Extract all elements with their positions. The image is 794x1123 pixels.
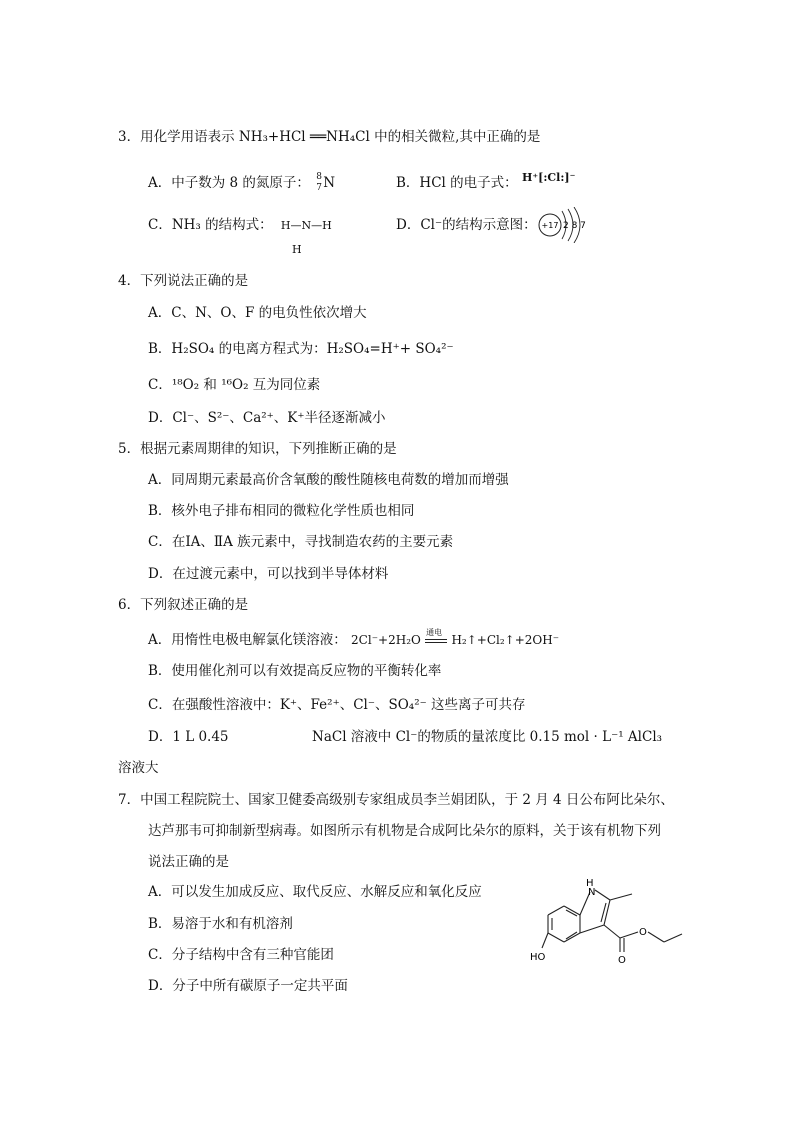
q6-option-b: B．使用催化剂可以有效提高反应物的平衡转化率 [148, 663, 442, 679]
nh3-structure-top: H—N—H [280, 219, 332, 232]
nitrogen-isotope-notation: 8 7 N [316, 172, 336, 193]
q5-option-d: D．在过渡元素中，可以找到半导体材料 [148, 566, 389, 582]
q3-stem: 3．用化学用语表示 NH₃+HCl ══NH₄Cl 中的相关微粒,其中正确的是 [118, 129, 541, 145]
q7-stem-line3: 说法正确的是 [148, 854, 229, 870]
mol-ester-o: O [639, 927, 647, 938]
q7-stem-line2: 达芦那韦可抑制新型病毒。如图所示有机物是合成阿比朵尔的原料，关于该有机物下列 [148, 823, 661, 839]
q6-stem: 6．下列叙述正确的是 [118, 597, 249, 613]
nh3-structure-bottom: H [292, 243, 302, 256]
mol-hydroxy: HO [530, 952, 546, 963]
q4-stem: 4．下列说法正确的是 [118, 273, 249, 289]
q3-option-b [396, 171, 576, 193]
q4-option-a: A．C、N、O、F 的电负性依次增大 [148, 305, 367, 321]
q7-option-d: D．分子中所有碳原子一定共平面 [148, 978, 348, 994]
q5-option-b: B．核外电子排布相同的微粒化学性质也相同 [148, 503, 415, 519]
q7-stem-line1: 7．中国工程院院士、国家卫健委高级别专家组成员李兰娟团队，于 2 月 4 日公布阿比朵尔、 [118, 792, 674, 808]
mol-carbonyl-o: O [618, 955, 626, 966]
q7-option-c: C．分子结构中含有三种官能团 [148, 947, 334, 963]
nucleus-label: +17 [541, 221, 559, 230]
hcl-electron-formula: H⁺[:Cl:]⁻ [521, 171, 576, 184]
q3-option-a-label: A．中子数为 8 的氮原子： [148, 175, 310, 191]
q5-option-c: C．在ⅠA、ⅡA 族元素中，寻找制造农药的主要元素 [148, 534, 454, 550]
q7-option-a: A．可以发生加成反应、取代反应、水解反应和氧化反应 [148, 884, 482, 900]
q5-stem: 5．根据元素周期律的知识，下列推断正确的是 [118, 441, 397, 457]
electrolysis-right: H₂↑+Cl₂↑+2OH⁻ [451, 633, 560, 647]
mol-nh-h: H [586, 878, 594, 889]
q4-option-d: D．Cl⁻、S²⁻、Ca²⁺、K⁺半径逐渐减小 [148, 410, 386, 426]
chloride-ion-diagram [536, 207, 596, 243]
q7-option-b: B．易溶于水和有机溶剂 [148, 916, 293, 932]
q3-option-c [148, 216, 332, 235]
electrolysis-left: 2Cl⁻+2H₂O [351, 633, 421, 647]
q3-option-d-label: D．Cl⁻的结构示意图： [396, 217, 537, 233]
q3-option-c-label: C．NH₃ 的结构式： [148, 217, 273, 233]
q6-option-d-cont: 溶液大 [118, 760, 159, 776]
q3-option-d [396, 216, 537, 234]
q6-option-d-part2: NaCl 溶液中 Cl⁻的物质的量浓度比 0.15 mol · L⁻¹ AlCl₃ [312, 729, 663, 745]
shell-electrons: 2 8 7 [563, 221, 586, 231]
q3-option-b-label: B．HCl 的电子式： [396, 175, 518, 191]
q6-option-a-label: A．用惰性电极电解氯化镁溶液： [148, 632, 347, 648]
q3-option-a [148, 174, 336, 192]
q6-option-a [148, 627, 560, 649]
q4-option-b: B．H₂SO₄ 的电离方程式为：H₂SO₄=H⁺+ SO₄²⁻ [148, 341, 454, 357]
indole-molecule-structure [520, 870, 695, 975]
q6-option-d-part1: D．1 L 0.45 [148, 729, 229, 745]
q4-option-c: C．¹⁸O₂ 和 ¹⁶O₂ 互为同位素 [148, 377, 321, 393]
electrolysis-arrow [425, 627, 447, 648]
q6-option-c: C．在强酸性溶液中：K⁺、Fe²⁺、Cl⁻、SO₄²⁻ 这些离子可共存 [148, 697, 526, 713]
mol-nh-n: N [588, 887, 596, 898]
q5-option-a: A．同周期元素最高价含氧酸的酸性随核电荷数的增加而增强 [148, 472, 509, 488]
electrolysis-condition: 通电 [426, 627, 443, 637]
